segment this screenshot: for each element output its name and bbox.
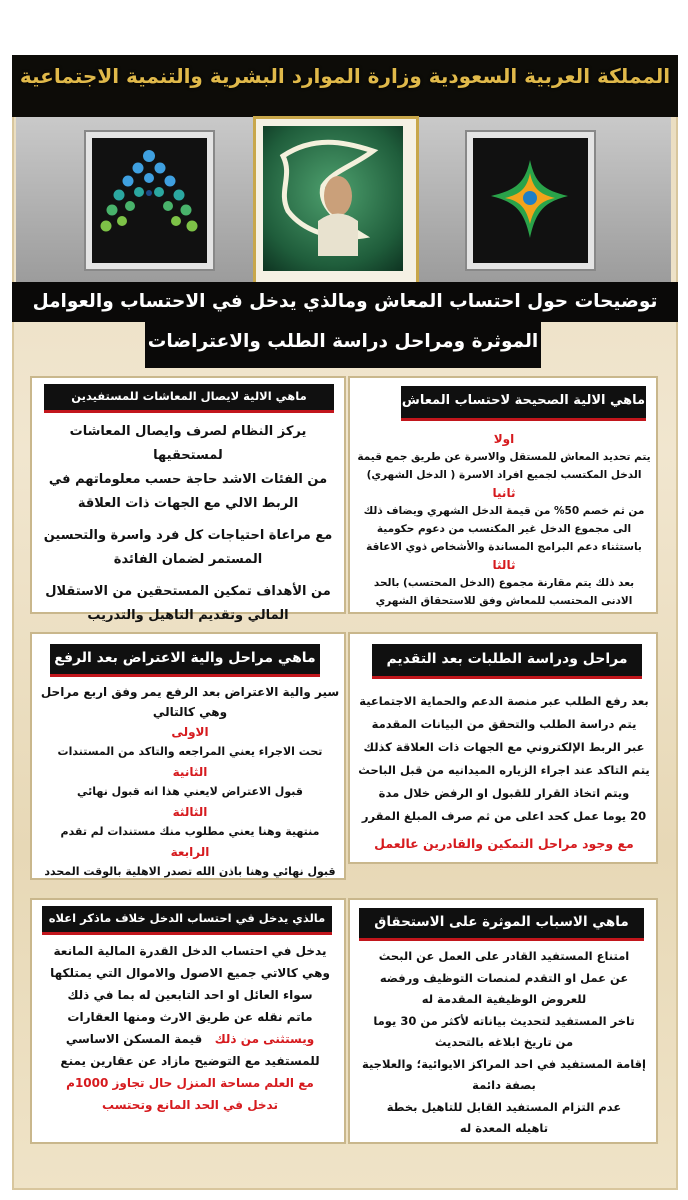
saudi-vision-star-logo (467, 132, 594, 269)
text-line: قبول نهائي وهنا باذن الله تصدر الاهلية بالوقت المحدد (44, 865, 336, 878)
text-line (38, 1028, 342, 1050)
card-pension-delivery (30, 376, 346, 623)
step-label: ثانيا (492, 486, 516, 500)
text-line: ماتم نقله عن طريق الارث ومنها العقارات (67, 1010, 313, 1024)
text-line: يتم تحديد المعاش للمستقل والاسرة عن طريق جمع قيمة (357, 451, 651, 463)
highlight-line: مع وجود مراحل التمكين والقادرين عالعمل (374, 836, 634, 851)
card-title: مالذي يدخل في احتساب الدخل خلاف ماذكر اعلاه (42, 906, 332, 935)
text-line: وهي كالاتي جميع الاصول والاموال التي يمتلكها (50, 966, 330, 980)
highlight-line: مع العلم مساحة المنزل حال تجاوز 1000م (66, 1076, 314, 1090)
text-line: للمستفيد مع التوضيح مازاد عن عقارين يمنع (60, 1054, 320, 1068)
text-line: بصفة دائمة (472, 1078, 536, 1092)
text-line: إقامة المستفيد في احد المراكز الايوائية؛ والعلاجية (362, 1056, 646, 1071)
text-line: بعد ذلك يتم مقارنة مجموع (الدخل المحتسب) بالحد (373, 577, 635, 589)
text-line: بعد رفع الطلب عبر منصة الدعم والحماية الاجتماعية (359, 694, 649, 708)
card-title: ماهي الاسباب الموثرة على الاستحقاق (359, 908, 644, 941)
subtitle-line-2: الموثرة ومراحل دراسة الطلب والاعتراضات (145, 322, 541, 368)
card-title: ماهي مراحل والية الاعتراض بعد الرفع (50, 644, 320, 677)
text-line: من تاريخ ابلاغه بالتحديث (434, 1035, 574, 1049)
card-body (38, 940, 342, 1116)
text-line: تاخر المستفيد لتحديث بياناته لأكثر من 30 يوما (373, 1013, 635, 1028)
text-line: الادنى المحتسب للمعاش وفق للاستحقاق الشهري (375, 595, 633, 607)
card-body (38, 682, 342, 882)
text-line: عن عمل او التقدم لمنصات التوظيف ورفضه (379, 970, 629, 985)
subtitle-line-1: توضيحات حول احتساب المعاش ومالذي يدخل في الاحتساب والعوامل (12, 282, 678, 322)
exception-label: ويستثنى من ذلك (214, 1032, 315, 1046)
ministry-emblem-logo (86, 132, 213, 269)
text-line: سير والية الاعتراض بعد الرفع يمر وفق اربع مراحل (40, 685, 340, 699)
calligraphy-portrait-image (263, 126, 403, 271)
tent-dots-icon (92, 138, 207, 263)
card-objection-stages (30, 632, 346, 880)
text-line: المستمر لضمان الفائدة (113, 552, 263, 567)
text-line: وهي كالتالي (152, 705, 228, 719)
text-line: 20 يوما عمل كحد اعلى من ثم صرف المبلغ المقرر (361, 809, 647, 823)
step-label: ثالثا (492, 558, 516, 572)
portrait-artwork (253, 116, 419, 287)
card-income-inclusions (30, 898, 346, 1144)
text-line: تاهيله المعدة له (459, 1121, 549, 1135)
stage-label: الرابعة (170, 845, 210, 859)
text-line: عدم التزام المستفيد القابل للتاهيل بخطة (386, 1099, 622, 1114)
text-line: تحت الاجراء يعني المراجعه والتاكد من المستندات (57, 745, 323, 758)
text-line: الى مجموع الدخل غير المكتسب من دعوم حكومية (376, 523, 632, 535)
star-swoosh-icon (473, 138, 588, 263)
text-line: مع مراعاة احتياجات كل فرد واسرة والتحسين (43, 528, 333, 543)
card-pension-calculation (348, 376, 658, 614)
text-line: يتم دراسة الطلب والتحقق من البيانات المقدمة (371, 717, 637, 731)
highlight-line: تدخل في الحد المانع وتحتسب (101, 1098, 278, 1112)
text-line: يركز النظام لصرف وايصال المعاشات لمستحقيها (69, 424, 307, 463)
stage-label: الثانية (172, 765, 208, 779)
card-body (356, 690, 652, 855)
text-line: باستثناء دعم البرامج المساندة والأشخاص ذوي الاعاقة (366, 541, 642, 553)
stage-label: الثالثة (172, 805, 208, 819)
card-body (356, 946, 652, 1140)
text-line: من الفئات الاشد حاجة حسب معلوماتهم في (48, 472, 328, 487)
card-body (38, 420, 338, 628)
text-line: يتم التاكد عند اجراء الزياره الميدانيه من قبل الباحث (358, 763, 650, 777)
card-eligibility-factors (348, 898, 658, 1144)
text-line: الدخل المكتسب لجميع افراد الاسرة ( الدخل الشهري) (366, 469, 642, 481)
text-line: منتهية وهنا يعني مطلوب منك مستندات لم تقدم (60, 825, 320, 838)
text-line: من ثم خصم 50% من قيمة الدخل الشهري ويضاف ذلك (363, 505, 645, 517)
text-line: الربط الالي مع الجهات ذات العلاقة (77, 496, 299, 511)
text-fragment: قيمة المسكن الاساسي (65, 1032, 203, 1046)
page-title: المملكة العربية السعودية وزارة الموارد البشرية والتنمية الاجتماعية (19, 64, 671, 88)
card-title: ماهي الالية الصحيحة لاحتساب المعاش (401, 386, 646, 421)
text-line: المالي وتقديم التاهيل والتدريب (87, 608, 289, 623)
text-line: من الأهداف تمكين المستحقين من الاستقلال (45, 584, 331, 599)
text-line: امتناع المستفيد القادر على العمل عن البحث (378, 949, 630, 963)
card-application-stages (348, 632, 658, 864)
text-line: سواء العائل او احد التابعين له بما في ذلك (67, 988, 313, 1002)
card-title: مراحل ودراسة الطلبات بعد التقديم (372, 644, 642, 679)
stage-label: الاولى (171, 725, 209, 739)
card-title: ماهي الالية لايصال المعاشات للمستفيدين والاهداف (44, 384, 334, 413)
card-body (356, 430, 652, 610)
step-label: اولا (493, 432, 515, 446)
text-line: ويتم اتخاذ القرار للقبول او الرفض خلال مدة (378, 786, 630, 800)
text-line: يدخل في احتساب الدخل القدرة المالية المانعة (53, 944, 327, 958)
text-line: عبر الربط الإلكتروني مع الجهات ذات العلاقة كذلك (363, 740, 645, 754)
text-line: قبول الاعتراض لايعني هذا انه قبول نهائي (77, 785, 303, 798)
text-line: للعروض الوظيفية المقدمة له (421, 992, 587, 1006)
